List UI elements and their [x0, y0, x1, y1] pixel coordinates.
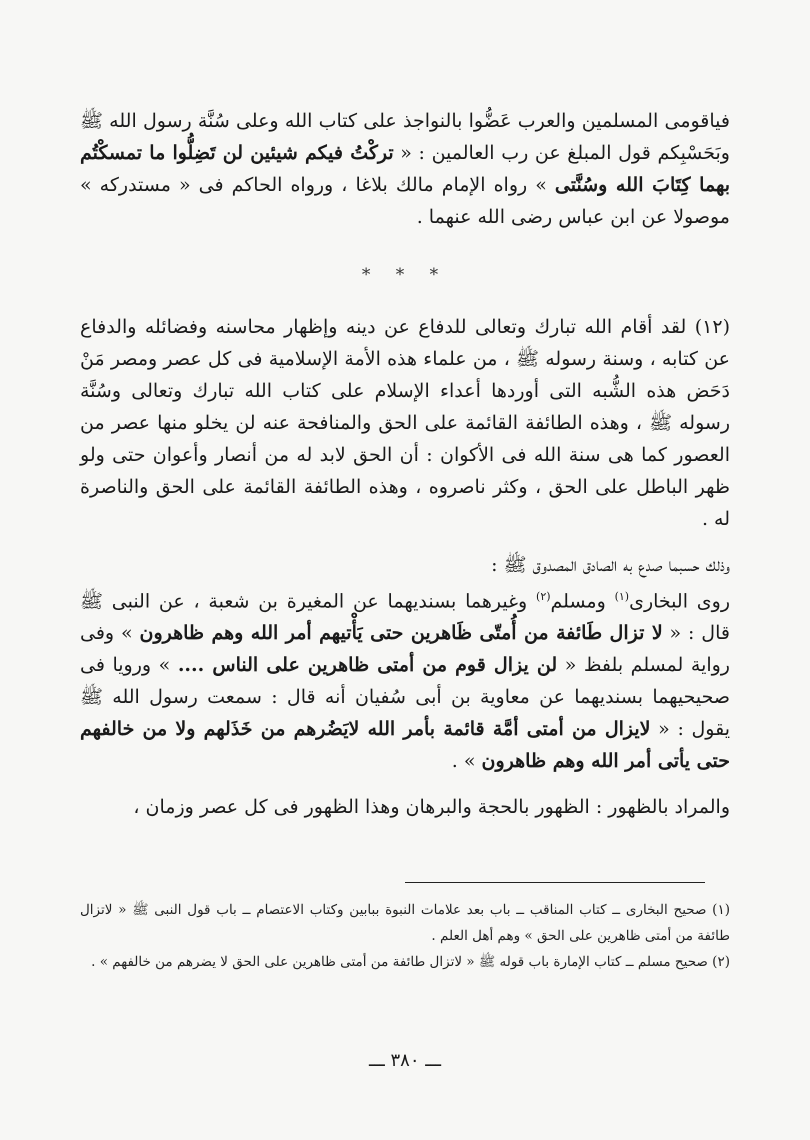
text-span: (١٢) لقد أقام الله تبارك وتعالى للدفاع عن دينه وإظهار محاسنه وفضائله والدفاع عن كتابه ، وسنة رسوله ﷺ ، من علماء هذه الأمة الإسلامية فى كل عصر ومصر مَنْ دَحَض هذه الشُّبه التى أوردها أعداء الإسلام على كتاب الله تبارك وتعالى وسُنَّة رسوله ﷺ ، وهذه الطائفة القائمة على الحق والمنافحة عنه لن يخلو منها عصر من العصور كما هى سنة الله فى الأكوان : أن الحق لابد له من أنصار وأعوان حتى ولو ظهر الباطل على الحق ، وكثر ناصروه ، وهذه الطائفة القائمة على الحق والناصرة له . [80, 316, 730, 530]
text-span: وذلك حسبما صدع به الصادق المصدوق ﷺ : [491, 554, 730, 576]
paragraph-3 [80, 549, 730, 581]
hadith-quote: تركْتُ فيكم شيئين لن تَضِلُّوا ما تمسكْتُم بهما كِتَابَ الله وسُنَّتى [80, 142, 731, 196]
footnote-1: (١) صحيح البخارى ــ كتاب المناقب ــ باب بعد علامات النبوة ببابين وكتاب الاعتصام ــ باب قول النبى ﷺ « لاتزال طائفة من أمتى ظاهرين على الحق » وهم أهل العلم . [80, 902, 730, 944]
section-divider-stars: * * * [361, 265, 449, 285]
footnote-ref-1[interactable]: (١) [614, 590, 630, 603]
text-span: ومسلم [550, 590, 615, 613]
text-span: والمراد بالظهور : الظهور بالحجة والبرهان وهذا الظهور فى كل عصر وزمان ، [133, 796, 730, 819]
footnote-2: (٢) صحيح مسلم ــ كتاب الإمارة باب قوله ﷺ « لاتزال طائفة من أمتى ظاهرين على الحق لا يضرهم من خالفهم » . [91, 954, 730, 970]
main-text [80, 105, 730, 823]
hadith-quote: لايزال من أمتى أمَّة قائمة بأمر الله لايَضُرهم من خَذَلهم ولا من خالفهم حتى يأتى أمر الله وهم ظاهرون [80, 718, 730, 773]
hadith-quote: لا تزال طَائفة من أُمتّى ظَاهرين حتى يَأْتيهم أمر الله وهم ظاهرون [139, 622, 663, 645]
footnotes [80, 897, 730, 975]
paragraph-4 [80, 581, 730, 777]
text-span: » ورويا فى صحيحيهما بسنديهما عن معاوية بن أبى سُفيان أنه قال : سمعت رسول الله ﷺ يقول : « [80, 654, 731, 741]
text-span: روى البخارى [629, 590, 730, 613]
paragraph-5 [80, 791, 730, 823]
text-span: فياقومى المسلمين والعرب عَضُّوا بالنواجذ على كتاب الله وعلى سُنَّة رسول الله ﷺ وبَحَسْبِكم قول المبلغ عن رب العالمين : « [80, 110, 730, 164]
text-span: » رواه الإمام مالك بلاغا ، ورواه الحاكم فى « مستدركه » موصولا عن ابن عباس رضى الله عنهما . [80, 174, 730, 228]
paragraph-1 [80, 105, 730, 233]
paragraph-2 [80, 311, 730, 535]
footnote-separator [405, 882, 705, 883]
hadith-quote: لن يزال قوم من أمتى ظاهرين على الناس .... [177, 654, 558, 677]
text-span: » وفى رواية لمسلم بلفظ « [80, 622, 730, 677]
text-span: » . [451, 750, 482, 773]
footnote-ref-2[interactable]: (٢) [536, 590, 551, 603]
page-number: ـــ ٣٨٠ ـــ [368, 1050, 442, 1071]
text-span: وغيرهما بسنديهما عن المغيرة بن شعبة ، عن النبى ﷺ قال : « [80, 590, 730, 645]
